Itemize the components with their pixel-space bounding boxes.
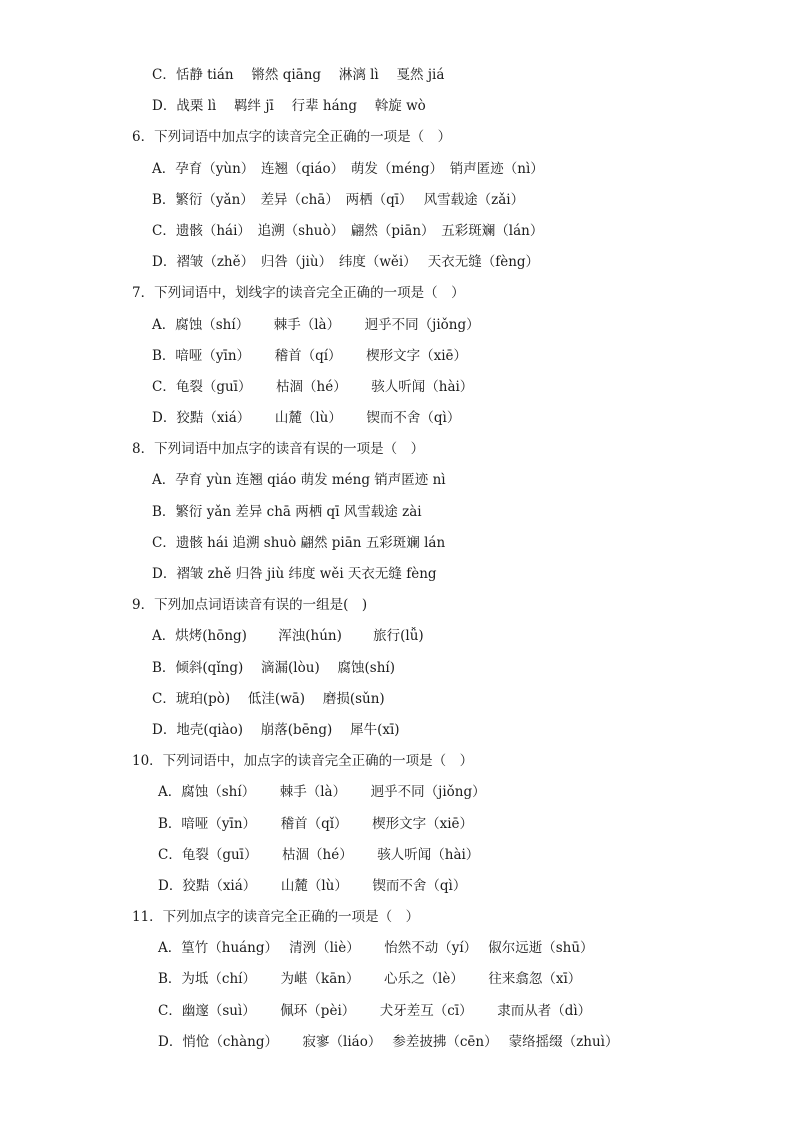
option-9b: B．倾斜(qǐng) 滴漏(lòu) 腐蚀(shí) — [152, 659, 395, 676]
option-5c: C．恬静 tián 锵然 qiāng 淋漓 lì 戛然 jiá — [152, 67, 445, 83]
option-10a: A．腐蚀（shí） 棘手（là） 迥乎不同（jiǒng） — [158, 784, 486, 801]
option-10c: C．龟裂（guī） 枯涸（hé） 骇人听闻（hài） — [158, 846, 480, 863]
option-11b: B．为坻（chí） 为嵁（kān） 心乐之（lè） 往来翕忽（xī） — [158, 971, 582, 988]
exercise-page — [0, 60, 794, 1058]
question-10: 10．下列词语中，加点字的读音完全正确的一项是（ ） — [132, 753, 474, 770]
option-6d: D．褶皱（zhě） 归咎（jiù） 纬度（wěi） 天衣无缝（fèng） — [152, 254, 540, 271]
option-6b: B．繁衍（yǎn） 差异（chā） 两栖（qī） 风雪载途（zǎi） — [152, 191, 525, 208]
question-6: 6．下列词语中加点字的读音完全正确的一项是（ ） — [132, 129, 452, 146]
option-8b: B．繁衍 yǎn 差异 chā 两栖 qī 风雪载途 zài — [152, 503, 422, 520]
option-8c: C．遗骸 hái 追溯 shuò 翩然 piān 五彩斑斓 lán — [152, 534, 446, 551]
question-8: 8．下列词语中加点字的读音有误的一项是（ ） — [132, 441, 425, 458]
option-10b: B．喑哑（yīn） 稽首（qǐ） 楔形文字（xiē） — [158, 815, 474, 832]
option-7a: A．腐蚀（shí） 棘手（là） 迥乎不同（jiǒng） — [152, 316, 480, 333]
option-6a: A．孕育（yùn） 连翘（qiáo） 萌发（méng） 销声匿迹（nì） — [152, 160, 544, 177]
option-9d: D．地壳(qiào) 崩落(bēng) 犀牛(xī) — [152, 721, 400, 738]
option-10d: D．狡黠（xiá） 山麓（lù） 锲而不舍（qì） — [158, 877, 467, 894]
option-7d: D．狡黠（xiá） 山麓（lù） 锲而不舍（qì） — [152, 410, 461, 427]
option-8d: D．褶皱 zhě 归咎 jiù 纬度 wěi 天衣无缝 fèng — [152, 566, 437, 582]
option-7b: B．喑哑（yīn） 稽首（qí） 楔形文字（xiē） — [152, 347, 468, 364]
option-11d: D．悄怆（chàng） 寂寥（liáo） 参差披拂（cēn） 蒙络摇缀（zhuì） — [158, 1033, 619, 1050]
option-7c: C．龟裂（guī） 枯涸（hé） 骇人听闻（hài） — [152, 378, 474, 395]
option-11a: A．篁竹（huáng） 清洌（liè） 怡然不动（yí） 俶尔远逝（shū） — [158, 940, 594, 957]
option-9c: C．琥珀(pò) 低洼(wā) 磨损(sǔn) — [152, 690, 385, 707]
option-8a: A．孕育 yùn 连翘 qiáo 萌发 méng 销声匿迹 nì — [152, 472, 446, 489]
option-6c: C．遗骸（hái） 追溯（shuò） 翩然（piān） 五彩斑斓（lán） — [152, 222, 544, 239]
option-11c: C．幽邃（suì） 佩环（pèi） 犬牙差互（cī） 隶而从者（dì） — [158, 1002, 592, 1019]
question-9: 9．下列加点词语读音有误的一组是( ) — [132, 597, 368, 614]
option-9a: A．烘烤(hōng) 浑浊(hún) 旅行(lǚ) — [152, 628, 424, 645]
question-11: 11．下列加点字的读音完全正确的一项是（ ） — [132, 909, 420, 926]
option-5d: D．战栗 lì 羁绊 jī 行辈 háng 斡旋 wò — [152, 98, 426, 115]
question-7: 7．下列词语中，划线字的读音完全正确的一项是（ ） — [132, 285, 465, 302]
